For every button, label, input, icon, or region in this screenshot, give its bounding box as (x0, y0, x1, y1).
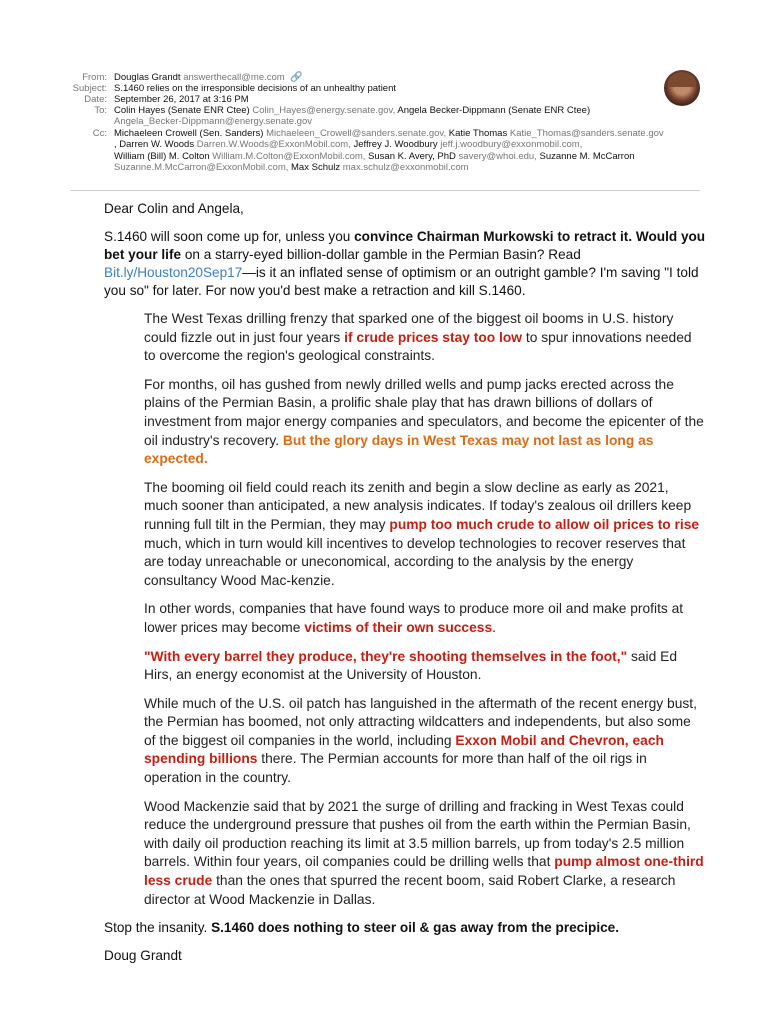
cc-recipient-address[interactable]: max.schulz@exxonmobil.com (342, 162, 469, 173)
cc-recipient-name[interactable]: Susan K. Avery, PhD (368, 151, 456, 162)
cc-recipient-address[interactable]: Michaeleen_Crowell@sanders.senate.gov, (266, 128, 447, 139)
subject-text: S.1460 relies on the irresponsible decisions of an unhealthy patient (114, 83, 397, 94)
cc-recipient-address[interactable]: William.M.Colton@ExxonMobil.com, (212, 151, 366, 162)
sender-avatar (664, 70, 700, 106)
to-label: To: (94, 105, 107, 116)
from-label: From: (82, 72, 107, 83)
article-link[interactable]: Bit.ly/Houston20Sep17 (104, 265, 243, 280)
cc-label: Cc: (92, 128, 107, 139)
cc-recipient-name[interactable]: Darren W. Woods (119, 139, 195, 150)
quote-paragraph: "With every barrel they produce, they're shooting themselves in the foot," said Ed Hirs, an energy economist at the University of Houston. (144, 648, 677, 683)
quote-paragraph: In other words, companies that have found ways to produce more oil and make profits at lower prices may become victims of their own success. (144, 601, 684, 635)
to-recipient-name[interactable]: Colin Hayes (Senate ENR Ctee) (114, 105, 250, 116)
attachment-icon[interactable]: 🔗 (290, 72, 303, 83)
quoted-article (144, 310, 704, 909)
to-recipient-address[interactable]: Angela_Becker-Dippmann@energy.senate.gov (114, 116, 313, 127)
quote-paragraph: Wood Mackenzie said that by 2021 the surge of drilling and fracking in West Texas could reduce the underground pressure that pushes oil from the earth within the Permian Basin, with daily oil production reaching its limit at 3.5 million barrels, up from today's 2.5 million barrels. Within four years, oil companies could be drilling wells that pump almost one-third less crude than the ones that spurred the recent boom, said Robert Clarke, a research director at Wood Mackenzie in Dallas. (144, 798, 704, 907)
greeting: Dear Colin and Angela, (104, 201, 244, 216)
header-divider (70, 190, 700, 191)
quote-paragraph: While much of the U.S. oil patch has languished in the aftermath of the recent energy bust, the Permian has boomed, not only attracting wildcatters and independents, but also some of the biggest oil companies in the world, including Exxon Mobil and Chevron, each spending billions there. The Permian accounts for more than half of the oil rigs in operation in the country. (144, 695, 697, 786)
quote-paragraph: For months, oil has gushed from newly drilled wells and pump jacks erected across the plains of the Permian Basin, a prolific shale play that has drawn billions of dollars of investment from major energy companies and speculators, and become the epicenter of the oil industry's recovery. But the glory days in West Texas may not last as long as expected. (144, 376, 704, 467)
cc-recipient-address[interactable]: Darren.W.Woods@ExxonMobil.com, (196, 139, 351, 150)
cc-recipient-name[interactable]: Katie Thomas (448, 128, 508, 139)
signature: Doug Grandt (104, 948, 182, 964)
intro-paragraph: S.1460 will soon come up for, unless you convince Chairman Murkowski to retract it. Would you bet your life on a starry-eyed billion-dollar gamble in the Permian Basin? Read Bit.ly/Houston20Sep17—is it an inflated sense of optimism or an outright gamble? I'm saving "I told you so" for later. For now you'd best make a retraction and kill S.1460. (104, 229, 706, 298)
email-body (104, 200, 714, 975)
cc-recipient-address[interactable]: savery@whoi.edu, (458, 151, 537, 162)
cc-recipient-name[interactable]: Michaeleen Crowell (Sen. Sanders) (114, 128, 264, 139)
cc-recipient-address[interactable]: Suzanne.M.McCarron@ExxonMobil.com, (114, 162, 289, 173)
quote-paragraph: The West Texas drilling frenzy that sparked one of the biggest oil booms in U.S. history could fizzle out in just four years if crude prices stay too low to spur innovations needed to overcome the region's geological constraints. (144, 311, 692, 364)
cc-recipient-name[interactable]: Jeffrey J. Woodbury (353, 139, 438, 150)
quote-paragraph: The booming oil field could reach its zenith and begin a slow decline as early as 2021, much sooner than anticipated, a new analysis indicates. If today's zealous oil drillers keep running full tilt in the Permian, they may pump too much crude to allow oil prices to rise much, which in turn would kill incentives to develop technologies to recover reserves that are today unreachable or uneconomical, according to the analysis by the energy consultancy Wood Mac-kenzie. (144, 479, 700, 588)
cc-separator: , (114, 139, 117, 150)
cc-recipient-address[interactable]: Katie_Thomas@sanders.senate.gov (509, 128, 664, 139)
date-text: September 26, 2017 at 3:16 PM (114, 94, 249, 105)
subject-label: Subject: (72, 83, 107, 94)
date-label: Date: (84, 94, 107, 105)
closing-paragraph: Stop the insanity. S.1460 does nothing to steer oil & gas away from the precipice. (104, 920, 619, 936)
to-recipient-address[interactable]: Colin_Hayes@energy.senate.gov, (252, 105, 396, 116)
to-recipient-name[interactable]: Angela Becker-Dippmann (Senate ENR Ctee) (397, 105, 591, 116)
cc-recipient-name[interactable]: Max Schulz (291, 162, 341, 173)
from-name[interactable]: Douglas Grandt (114, 72, 181, 83)
cc-recipient-name[interactable]: William (Bill) M. Colton (114, 151, 210, 162)
cc-recipient-name[interactable]: Suzanne M. McCarron (539, 151, 635, 162)
from-address[interactable]: answerthecall@me.com (183, 72, 285, 83)
cc-recipient-address[interactable]: jeff.j.woodbury@exxonmobil.com, (440, 139, 583, 150)
